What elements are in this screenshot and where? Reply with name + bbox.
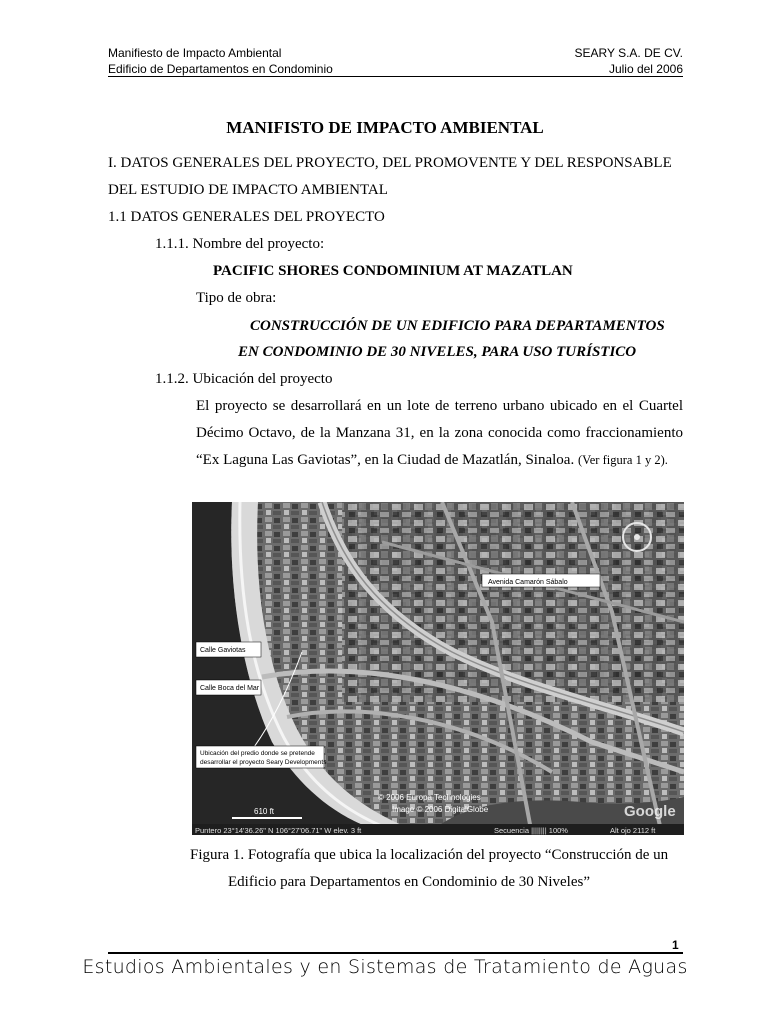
location-paragraph-text: “Ex Laguna Las Gaviotas”, en la Ciudad de Mazatlán, Sinaloa. bbox=[196, 452, 575, 468]
location-paragraph-line3 bbox=[196, 450, 683, 470]
header-subtitle: Edificio de Departamentos en Condominio bbox=[108, 62, 333, 76]
page-number: 1 bbox=[672, 938, 679, 952]
label-ubicacion bbox=[196, 746, 327, 768]
figure-caption-line1: Figura 1. Fotografía que ubica la localización del proyecto “Construcción de un bbox=[190, 847, 669, 863]
work-type-line2: EN CONDOMINIO DE 30 NIVELES, PARA USO TURÍSTICO bbox=[238, 344, 637, 360]
label-calle-boca bbox=[196, 680, 261, 695]
footer-divider bbox=[108, 952, 683, 954]
status-coordinates: Puntero 23°14'36.26" N 106°27'06.71" W elev. 3 ft bbox=[195, 826, 362, 835]
document-title: MANIFISTO DE IMPACTO AMBIENTAL bbox=[226, 118, 544, 137]
header-company: SEARY S.A. DE CV. bbox=[574, 46, 683, 60]
status-eye-altitude: Alt ojo 2112 ft bbox=[610, 826, 656, 835]
location-paragraph-line1: El proyecto se desarrollará en un lote de terreno urbano ubicado en el Cuartel bbox=[196, 398, 683, 414]
svg-text:Calle Gaviotas: Calle Gaviotas bbox=[200, 647, 246, 654]
svg-text:Ubicación del predio donde se: Ubicación del predio donde se pretende bbox=[200, 750, 315, 757]
project-name: PACIFIC SHORES CONDOMINIUM AT MAZATLAN bbox=[213, 263, 573, 279]
work-type-line1: CONSTRUCCIÓN DE UN EDIFICIO PARA DEPARTAMENTOS bbox=[250, 318, 665, 334]
location-paragraph-line2: Décimo Octavo, de la Manzana 31, en la zona conocida como fraccionamiento bbox=[196, 425, 683, 441]
label-avenida bbox=[482, 574, 600, 587]
status-streaming: Secuencia |||||||| 100% bbox=[494, 826, 568, 835]
google-logo: Google bbox=[624, 803, 676, 820]
footer-text: Estudios Ambientales y en Sistemas de Tratamiento de Aguas bbox=[82, 956, 688, 978]
figure-reference: (Ver figura 1 y 2). bbox=[577, 453, 668, 467]
aerial-photo bbox=[192, 502, 684, 835]
label-calle-gaviotas bbox=[196, 642, 261, 657]
figure-caption-line2: Edificio para Departamentos en Condominio de 30 Niveles” bbox=[228, 874, 590, 890]
work-type-label: Tipo de obra: bbox=[196, 290, 277, 306]
svg-text:Calle Boca del Mar: Calle Boca del Mar bbox=[200, 685, 260, 692]
section-1-1-heading: 1.1 DATOS GENERALES DEL PROYECTO bbox=[108, 209, 385, 225]
section-1-heading-line1: I. DATOS GENERALES DEL PROYECTO, DEL PROMOVENTE Y DEL RESPONSABLE bbox=[108, 155, 672, 171]
item-1-1-1-heading: 1.1.1. Nombre del proyecto: bbox=[155, 236, 325, 252]
svg-text:desarrollar el proyecto Seary: desarrollar el proyecto Seary Developments bbox=[200, 759, 327, 766]
header-doc-name: Manifiesto de Impacto Ambiental bbox=[108, 46, 282, 60]
item-1-1-2-heading: 1.1.2. Ubicación del proyecto bbox=[155, 371, 333, 387]
copyright-digitalglobe: Image © 2006 DigitalGlobe bbox=[392, 805, 489, 814]
copyright-europa: © 2006 Europa Technologies bbox=[378, 793, 481, 802]
header-divider bbox=[108, 76, 683, 77]
header-date: Julio del 2006 bbox=[608, 62, 683, 76]
svg-text:610 ft: 610 ft bbox=[254, 807, 275, 816]
svg-text:Avenida Camarón Sábalo: Avenida Camarón Sábalo bbox=[488, 579, 568, 586]
section-1-heading-line2: DEL ESTUDIO DE IMPACTO AMBIENTAL bbox=[108, 182, 388, 198]
